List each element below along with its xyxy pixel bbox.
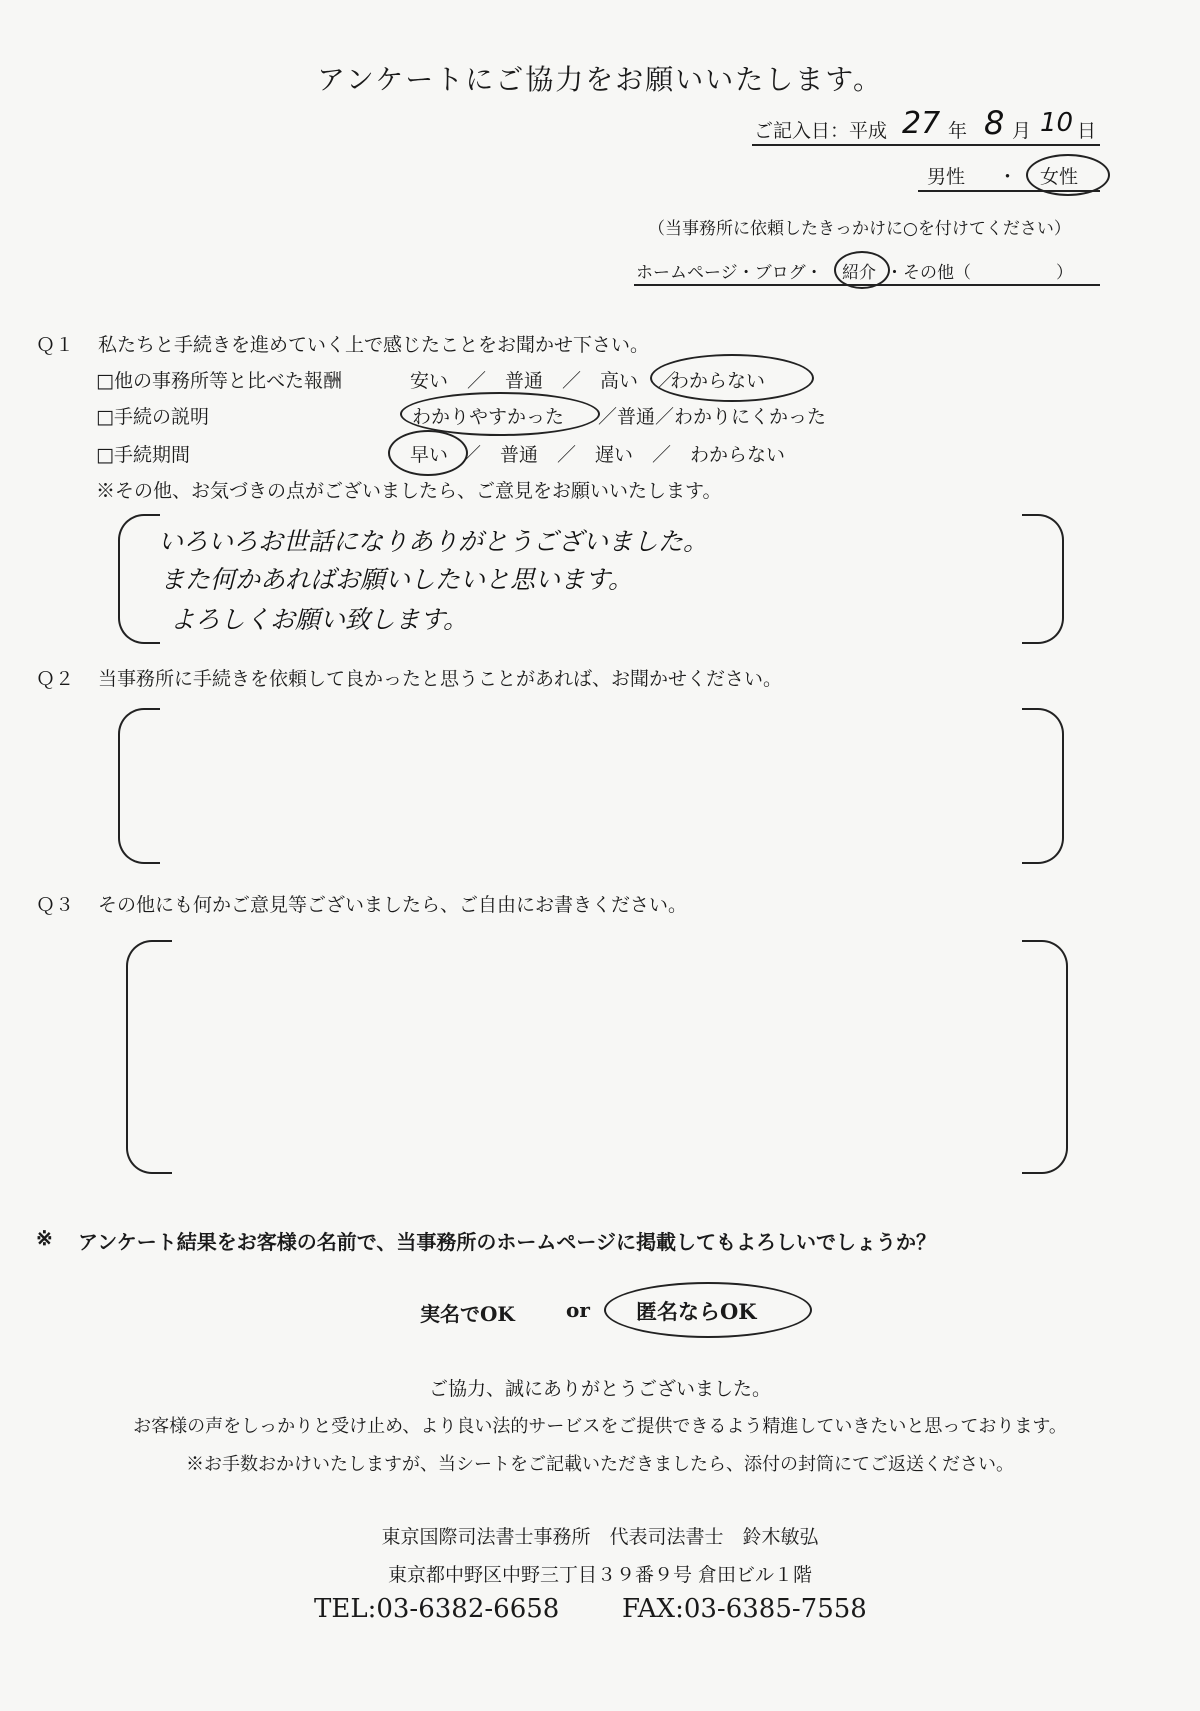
q1-period-label: □手続期間 bbox=[96, 444, 190, 466]
closing-message: お客様の声をしっかりと受け止め、より良い法的サービスをご提供できるよう精進していきたいと思っております。 bbox=[133, 1416, 1067, 1437]
publish-real-name-option: 実名でOK bbox=[420, 1302, 515, 1326]
q1-comment-note: ※その他、お気づきの点がございましたら、ご意見をお願いいたします。 bbox=[96, 480, 722, 502]
fee-circle-mark bbox=[650, 354, 814, 402]
q3-bracket-right bbox=[1022, 940, 1068, 1174]
q1-answer-line-3: よろしくお願い致します。 bbox=[170, 605, 469, 634]
q1-fee-label: □他の事務所等と比べた報酬 bbox=[96, 370, 342, 392]
date-month: 8 bbox=[984, 104, 1005, 142]
q1-explanation-label: □手続の説明 bbox=[96, 406, 209, 428]
publish-mark: ※ bbox=[36, 1226, 53, 1250]
day-unit: 日 bbox=[1077, 120, 1097, 142]
date-day: 10 bbox=[1040, 108, 1074, 138]
q1-period-selected: 早い bbox=[410, 444, 449, 466]
closing-return-note: ※お手数おかけいたしますが、当シートをご記載いただきましたら、添付の封筒にてご返送ください。 bbox=[186, 1454, 1014, 1475]
q1-bracket-right bbox=[1022, 514, 1064, 644]
gender-male: 男性 bbox=[927, 166, 966, 188]
q1-bracket-left bbox=[118, 514, 160, 644]
trigger-options-pre: ホームページ・ブログ・ bbox=[636, 263, 823, 283]
q1-number: Ｑ１ bbox=[36, 334, 75, 356]
period-circle-mark bbox=[388, 430, 468, 476]
survey-title: アンケートにご協力をお願いいたします。 bbox=[316, 63, 884, 96]
q3-bracket-left bbox=[126, 940, 172, 1174]
footer-office: 東京国際司法書士事務所 代表司法書士 鈴木敏弘 bbox=[381, 1526, 819, 1548]
date-underline bbox=[752, 144, 1100, 146]
q1-answer-line-2: また何かあればお願いしたいと思います。 bbox=[160, 565, 634, 594]
q2-number: Ｑ２ bbox=[36, 668, 75, 690]
date-label: ご記入日：平成 bbox=[754, 120, 888, 142]
anonymous-circle-mark bbox=[604, 1282, 812, 1338]
gender-female: 女性 bbox=[1040, 166, 1079, 188]
q1-explanation-selected: わかりやすかった bbox=[412, 406, 565, 428]
trigger-selected: 紹介 bbox=[842, 263, 876, 283]
publish-question: アンケート結果をお客様の名前で、当事務所のホームページに掲載してもよろしいでしょうか？ bbox=[78, 1230, 936, 1254]
q2-bracket-right bbox=[1022, 708, 1064, 864]
date-year: 27 bbox=[902, 106, 941, 141]
trigger-options-post: ・その他（ ） bbox=[886, 263, 1073, 283]
publish-or: or bbox=[566, 1298, 590, 1322]
q1-question: 私たちと手続きを進めていく上で感じたことをお聞かせ下さい。 bbox=[98, 334, 650, 356]
q1-fee-selected: わからない bbox=[670, 370, 766, 392]
footer-tel: TEL:03-6382-6658 bbox=[314, 1594, 560, 1624]
q1-period-options: ／ 普通 ／ 遅い ／ わからない bbox=[462, 444, 786, 466]
q3-question: その他にも何かご意見等ございましたら、ご自由にお書きください。 bbox=[98, 894, 688, 916]
q3-number: Ｑ３ bbox=[36, 894, 75, 916]
gender-underline bbox=[918, 190, 1100, 192]
q2-question: 当事務所に手続きを依頼して良かったと思うことがあれば、お聞かせください。 bbox=[98, 668, 783, 690]
month-unit: 月 bbox=[1012, 120, 1032, 142]
trigger-note: （当事務所に依頼したきっかけに○を付けてください） bbox=[648, 219, 1071, 239]
q1-fee-options: 安い ／ 普通 ／ 高い ／ bbox=[410, 370, 677, 392]
gender-separator: ・ bbox=[998, 166, 1018, 188]
publish-anonymous-option: 匿名ならOK bbox=[636, 1299, 757, 1324]
trigger-underline bbox=[634, 284, 1100, 286]
q2-bracket-left bbox=[118, 708, 160, 864]
q1-answer-line-1: いろいろお世話になりありがとうございました。 bbox=[158, 527, 709, 556]
q1-explanation-options: ／普通／わかりにくかった bbox=[598, 406, 827, 428]
footer-fax: FAX:03-6385-7558 bbox=[622, 1594, 867, 1624]
footer-address: 東京都中野区中野三丁目３９番９号 倉田ビル１階 bbox=[387, 1564, 813, 1586]
year-unit: 年 bbox=[948, 120, 968, 142]
closing-thanks: ご協力、誠にありがとうございました。 bbox=[428, 1378, 771, 1400]
